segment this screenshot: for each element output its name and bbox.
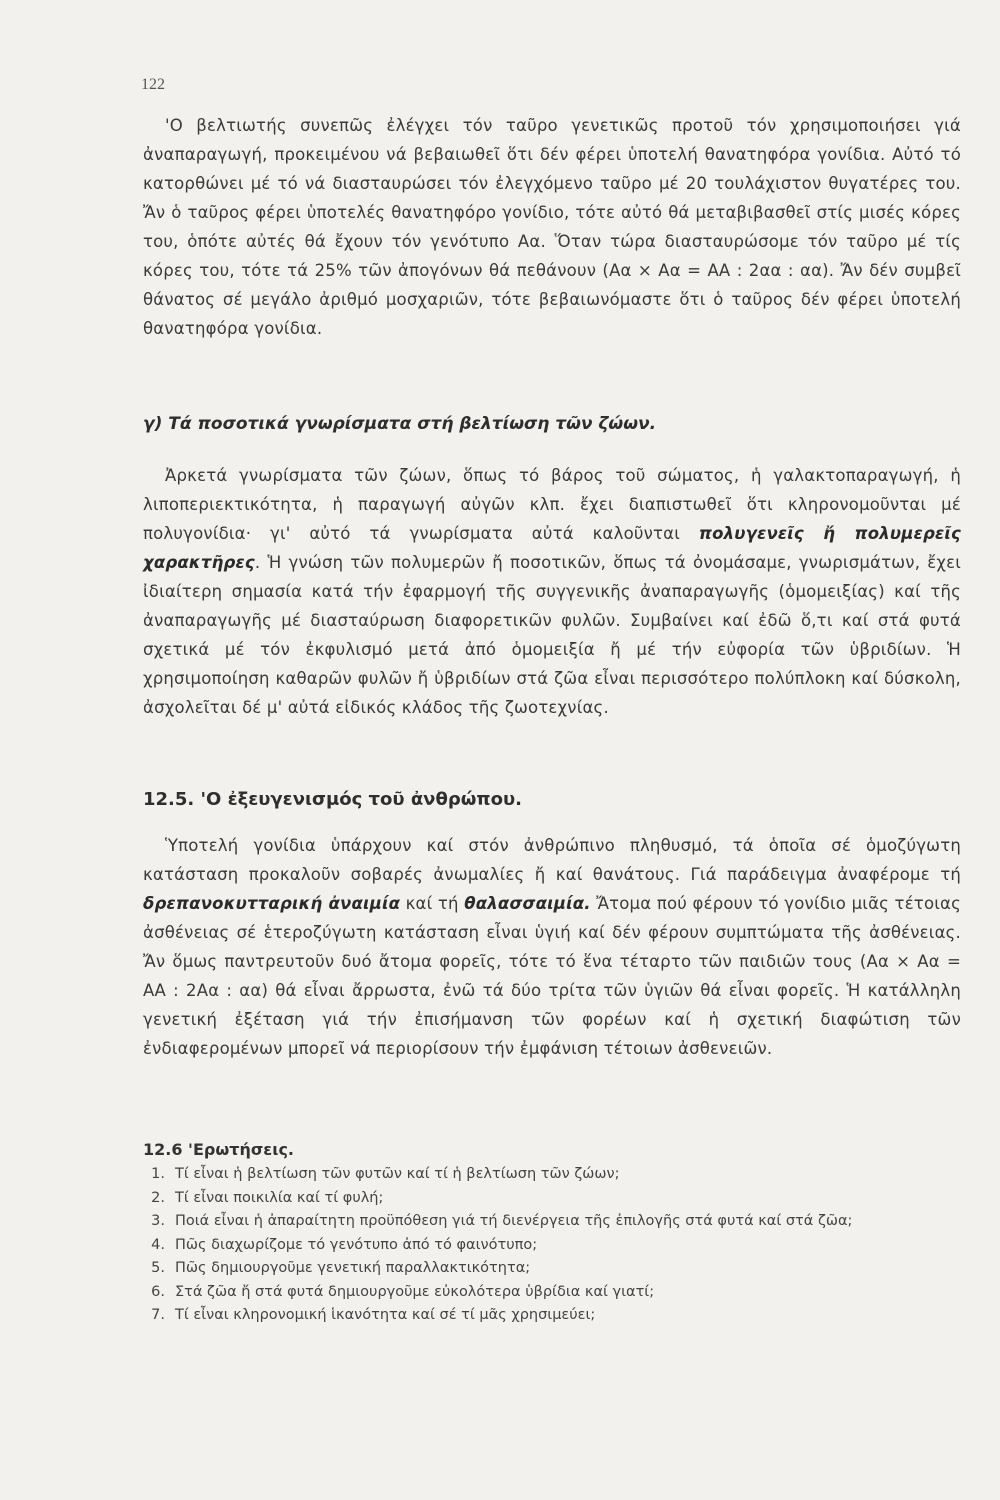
question-text: Τί εἶναι ποικιλία καί τί φυλή;	[175, 1189, 384, 1206]
question-item	[143, 1163, 973, 1187]
question-number: 4.	[151, 1236, 165, 1253]
question-number: 1.	[151, 1166, 165, 1182]
question-text: Ποιά εἶναι ἡ ἀπαραίτητη προϋπόθεση γιά τή διενέργεια τῆς ἐπιλογῆς στά φυτά καί στά ζῶα;	[175, 1213, 853, 1229]
question-text: Πῶς διαχωρίζομε τό γενότυπο ἀπό τό φαινότυπο;	[175, 1236, 538, 1253]
paragraph-text: Ἀρκετά γνωρίσματα τῶν ζώων, ὅπως τό βάρος τοῦ σώματος, ἡ γαλακτοπαραγωγή, ἡ λιποπεριεκτικότητα, ἡ παραγωγή αὐγῶν κλπ. ἔχει διαπιστωθεῖ ὅτι κληρονομοῦνται μέ πολυγονίδια· γι' αὐτό τά γνωρίσματα αὐτά καλοῦνται	[143, 466, 961, 543]
paragraph-text: καί τή	[400, 894, 465, 913]
page-number: 122	[141, 76, 165, 93]
question-item	[143, 1210, 973, 1234]
paragraph-text: Ἄτομα πού φέρουν τό γονίδιο μιᾶς τέτοιας ἀσθένειας σέ ἑτεροζύγωτη κατάσταση εἶναι ὑγιή καί δέν φέρουν συμπτώματα τῆς ἀσθένειας. Ἄν ὅμως παντρευτοῦν δυό ἄτομα φορεῖς, τότε τό ἕνα τέταρτο τῶν παιδιῶν τους (Αα × Αα = ΑΑ : 2Αα : αα) θά εἶναι ἄρρωστα, ἐνῶ τά δύο τρίτα τῶν ὑγιῶν θά εἶναι φορεῖς. Ἡ κατάλληλη γενετική ἐξέταση γιά τήν ἐπισήμανση τῶν φορέων καί ἡ σχετική διαφώτιση τῶν ἐνδιαφερομένων μπορεῖ νά περιορίσουν τήν ἐμφάνιση τέτοιων ἀσθενειῶν.	[143, 894, 961, 1058]
question-item	[143, 1234, 973, 1258]
question-number: 5.	[151, 1260, 165, 1276]
paragraph-human-genes	[143, 831, 961, 1063]
question-item	[143, 1187, 973, 1211]
paragraph-quantitative-traits	[143, 461, 961, 722]
emphasis-term: πολυγενεῖς ἤ πολυμερεῖς χαρακτῆρες	[143, 524, 961, 572]
questions-heading: 12.6 'Ερωτήσεις.	[143, 1140, 294, 1159]
question-text: Τί εἶναι κληρονομική ἱκανότητα καί σέ τί μᾶς χρησιμεύει;	[175, 1307, 596, 1323]
question-number: 6.	[151, 1283, 165, 1300]
question-number: 7.	[151, 1307, 165, 1323]
questions-list	[143, 1163, 973, 1328]
subheading-quantitative-traits: γ) Τά ποσοτικά γνωρίσματα στή βελτίωση τῶν ζώων.	[143, 414, 657, 434]
emphasis-term: θαλασσαιμία.	[464, 894, 591, 913]
question-text: Στά ζῶα ἤ στά φυτά δημιουργοῦμε εὐκολότερα ὑβρίδια καί γιατί;	[175, 1283, 655, 1300]
section-heading-eugenics: 12.5. 'Ο ἐξευγενισμός τοῦ ἀνθρώπου.	[143, 789, 522, 810]
question-text: Τί εἶναι ἡ βελτίωση τῶν φυτῶν καί τί ἡ βελτίωση τῶν ζώων;	[175, 1166, 620, 1182]
question-number: 3.	[151, 1213, 165, 1229]
paragraph-text: Ὑποτελή γονίδια ὑπάρχουν καί στόν ἀνθρώπινο πληθυσμό, τά ὁποῖα σέ ὁμοζύγωτη κατάσταση προκαλοῦν σοβαρές ἀνωμαλίες ἤ καί θανάτους. Γιά παράδειγμα ἀναφέρομε τή	[143, 836, 961, 884]
question-number: 2.	[151, 1189, 165, 1206]
question-item	[143, 1281, 973, 1305]
question-item	[143, 1257, 973, 1281]
emphasis-term: δρεπανοκυτταρική ἀναιμία	[143, 894, 401, 913]
question-item	[143, 1304, 973, 1328]
question-text: Πῶς δημιουργοῦμε γενετική παραλλακτικότητα;	[175, 1260, 531, 1276]
paragraph-text: . Ἡ γνώση τῶν πολυμερῶν ἤ ποσοτικῶν, ὅπως τά ὀνομάσαμε, γνωρισμάτων, ἔχει ἰδιαίτερη σημασία κατά τήν ἐφαρμογή τῆς συγγενικῆς ἀναπαραγωγῆς (ὁμομειξίας) καί τῆς ἀναπαραγωγῆς μέ διασταύρωση διαφορετικῶν φυλῶν. Συμβαίνει καί ἐδῶ ὅ,τι καί στά φυτά σχετικά μέ τόν ἐκφυλισμό μετά ἀπό ὁμομειξία ἤ μέ τήν εὐφορία τῶν ὑβριδίων. Ἡ χρησιμοποίηση καθαρῶν φυλῶν ἤ ὑβριδίων στά ζῶα εἶναι περισσότερο πολύπλοκη καί δύσκολη, ἀσχολεῖται δέ μ' αὐτά εἰδικός κλάδος τῆς ζωοτεχνίας.	[143, 553, 961, 717]
paragraph-bull-testing: 'Ο βελτιωτής συνεπῶς ἐλέγχει τόν ταῦρο γενετικῶς προτοῦ τόν χρησιμοποιήσει γιά ἀναπαραγωγή, προκειμένου νά βεβαιωθεῖ ὅτι δέν φέρει ὑποτελή θανατηφόρα γονίδια. Αὐτό τό κατορθώνει μέ τό νά διασταυρώσει τόν ἐλεγχόμενο ταῦρο μέ 20 τουλάχιστον θυγατέρες του. Ἄν ὁ ταῦρος φέρει ὑποτελές θανατηφόρο γονίδιο, τότε αὐτό θά μεταβιβασθεῖ στίς μισές κόρες του, ὁπότε αὐτές θά ἔχουν τόν γενότυπο Αα. Ὅταν τώρα διασταυρώσομε τόν ταῦρο μέ τίς κόρες του, τότε τά 25% τῶν ἀπογόνων θά πεθάνουν (Αα × Αα = ΑΑ : 2αα : αα). Ἄν δέν συμβεῖ θάνατος σέ μεγάλο ἀριθμό μοσχαριῶν, τότε βεβαιωνόμαστε ὅτι ὁ ταῦρος δέν φέρει ὑποτελή θανατηφόρα γονίδια.	[143, 116, 961, 338]
